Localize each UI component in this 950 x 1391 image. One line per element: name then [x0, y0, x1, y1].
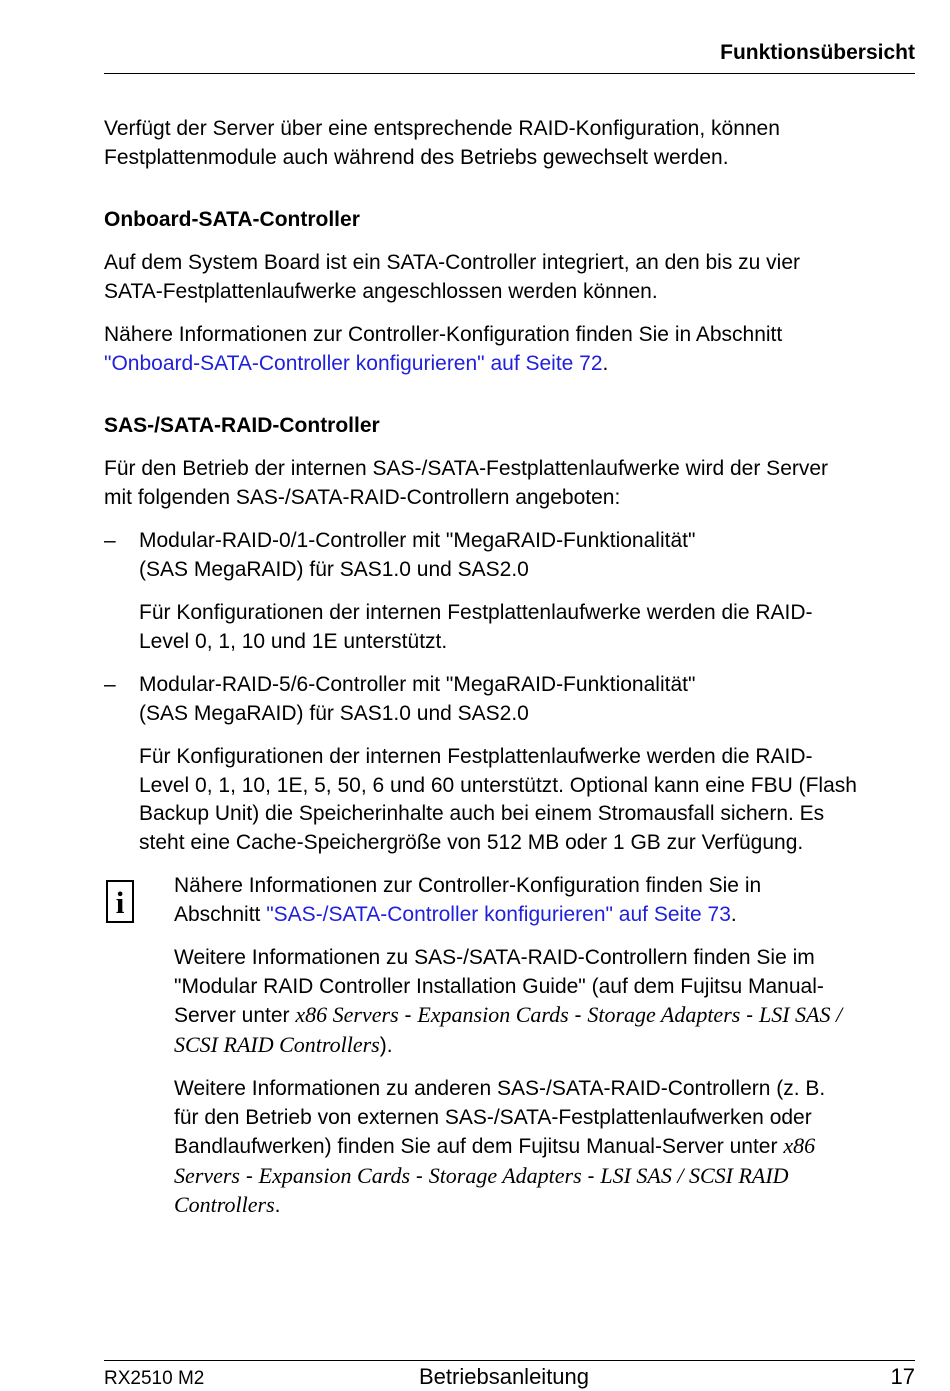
path-separator: -	[581, 1164, 601, 1188]
manual-path-segment: Storage Adapters	[587, 1002, 741, 1027]
list-dash: –	[104, 673, 116, 696]
text-line: Modular-RAID-0/1-Controller mit "MegaRAID-Funktionalität"	[139, 529, 696, 552]
text-line	[174, 1132, 915, 1162]
text-line: SATA-Festplattenlaufwerke angeschlossen werden können.	[104, 279, 658, 303]
manual-path-segment: LSI SAS /	[759, 1002, 843, 1027]
manual-path-segment: Expansion Cards	[258, 1162, 411, 1188]
text-line	[174, 1031, 915, 1061]
path-separator: -	[410, 1164, 429, 1188]
text-line: Weitere Informationen zu anderen SAS-/SATA-RAID-Controllern (z. B.	[174, 1077, 826, 1100]
path-separator: -	[740, 1004, 759, 1027]
text-line	[174, 1162, 915, 1192]
manual-path-segment: x86 Servers	[295, 1002, 399, 1027]
text-line: (SAS MegaRAID) für SAS1.0 und SAS2.0	[139, 701, 529, 725]
text-line	[174, 1001, 915, 1031]
page-number: 17	[890, 1364, 915, 1389]
text-line: Verfügt der Server über eine entsprechende RAID-Konfiguration, können	[104, 117, 780, 140]
list-item-raid-5-6	[104, 671, 915, 728]
text-line: Nähere Informationen zur Controller-Konfiguration finden Sie in	[174, 874, 762, 897]
list-item-raid-0-1	[104, 527, 915, 584]
text-line: für den Betrieb von externen SAS-/SATA-Festplattenlaufwerken oder	[174, 1105, 812, 1129]
punctuation: ).	[379, 1033, 393, 1057]
text-line: Level 0, 1, 10 und 1E unterstützt.	[139, 629, 448, 653]
manual-path-segment: Controllers	[174, 1192, 275, 1217]
manual-path-segment: Servers	[174, 1162, 240, 1188]
info-note	[104, 872, 915, 1221]
text-line: Festplattenmodule auch während des Betriebs gewechselt werden.	[104, 145, 729, 169]
sas-paragraph-1	[104, 455, 915, 512]
list-item-raid-0-1-detail	[104, 599, 915, 656]
text-run: Server unter	[174, 1004, 296, 1027]
text-line: Level 0, 1, 10, 1E, 5, 50, 6 und 60 unterstützt. Optional kann eine FBU (Flash	[139, 773, 857, 797]
footer-model: RX2510 M2	[104, 1368, 205, 1389]
text-line: Modular-RAID-5/6-Controller mit "MegaRAID-Funktionalität"	[139, 673, 696, 696]
text-line: Weitere Informationen zu SAS-/SATA-RAID-Controllern finden Sie im	[174, 946, 815, 969]
text-line	[174, 901, 915, 930]
text-run: Bandlaufwerken) finden Sie auf dem Fujitsu Manual-Server unter	[174, 1135, 784, 1158]
manual-path-segment: SCSI RAID Controllers	[174, 1031, 380, 1057]
cross-reference-link-page-73[interactable]: "SAS-/SATA-Controller konfigurieren" auf Seite 73	[266, 902, 731, 926]
manual-path-segment: LSI SAS / SCSI RAID	[600, 1162, 789, 1188]
text-line	[104, 350, 915, 379]
punctuation: .	[730, 902, 737, 926]
intro-paragraph	[104, 115, 915, 172]
text-line: (SAS MegaRAID) für SAS1.0 und SAS2.0	[139, 557, 529, 581]
text-line: Auf dem System Board ist ein SATA-Controller integriert, an den bis zu vier	[104, 251, 801, 274]
manual-path-segment: x86	[783, 1133, 816, 1158]
note-paragraph-3	[174, 1075, 915, 1221]
text-line: Für Konfigurationen der internen Festplattenlaufwerke werden die RAID-	[139, 745, 813, 768]
footer-rule	[104, 1360, 915, 1361]
info-icon	[106, 880, 134, 923]
section-heading-onboard: Onboard-SATA-Controller	[104, 208, 360, 231]
list-dash: –	[104, 529, 116, 552]
punctuation: .	[274, 1194, 281, 1217]
manual-path-segment: Expansion Cards	[417, 1002, 569, 1027]
path-separator: -	[568, 1004, 588, 1027]
punctuation: .	[602, 351, 609, 375]
header-rule	[104, 73, 915, 74]
footer-document-title: Betriebsanleitung	[419, 1364, 590, 1389]
text-run: Abschnitt	[174, 902, 267, 926]
running-header: Funktionsübersicht	[720, 41, 915, 64]
path-separator: -	[398, 1004, 418, 1027]
info-icon-glyph: i	[115, 884, 125, 920]
section-heading-sas: SAS-/SATA-RAID-Controller	[104, 414, 380, 437]
text-line: Backup Unit) die Speicherinhalte auch bei einem Stromausfall sichern. Es	[139, 802, 825, 825]
note-paragraph-2	[174, 944, 915, 1060]
cross-reference-link-page-72[interactable]: "Onboard-SATA-Controller konfigurieren" auf Seite 72	[104, 351, 603, 375]
text-line	[174, 1191, 915, 1221]
text-line: Für Konfigurationen der internen Festplattenlaufwerke werden die RAID-	[139, 601, 813, 624]
onboard-paragraph-1	[104, 249, 915, 306]
text-line: steht eine Cache-Speichergröße von 512 MB oder 1 GB zur Verfügung.	[139, 830, 804, 854]
text-line: mit folgenden SAS-/SATA-RAID-Controllern angeboten:	[104, 485, 621, 509]
manual-path-segment: Storage Adapters	[428, 1162, 582, 1188]
list-item-raid-5-6-detail	[104, 743, 915, 857]
text-line: Für den Betrieb der internen SAS-/SATA-Festplattenlaufwerke wird der Server	[104, 457, 829, 480]
onboard-paragraph-2	[104, 321, 915, 378]
text-line: Nähere Informationen zur Controller-Konfiguration finden Sie in Abschnitt	[104, 323, 783, 346]
text-line: "Modular RAID Controller Installation Guide" (auf dem Fujitsu Manual-	[174, 974, 824, 998]
path-separator: -	[239, 1164, 259, 1188]
page-content	[104, 115, 915, 1236]
note-paragraph-1	[174, 872, 915, 929]
